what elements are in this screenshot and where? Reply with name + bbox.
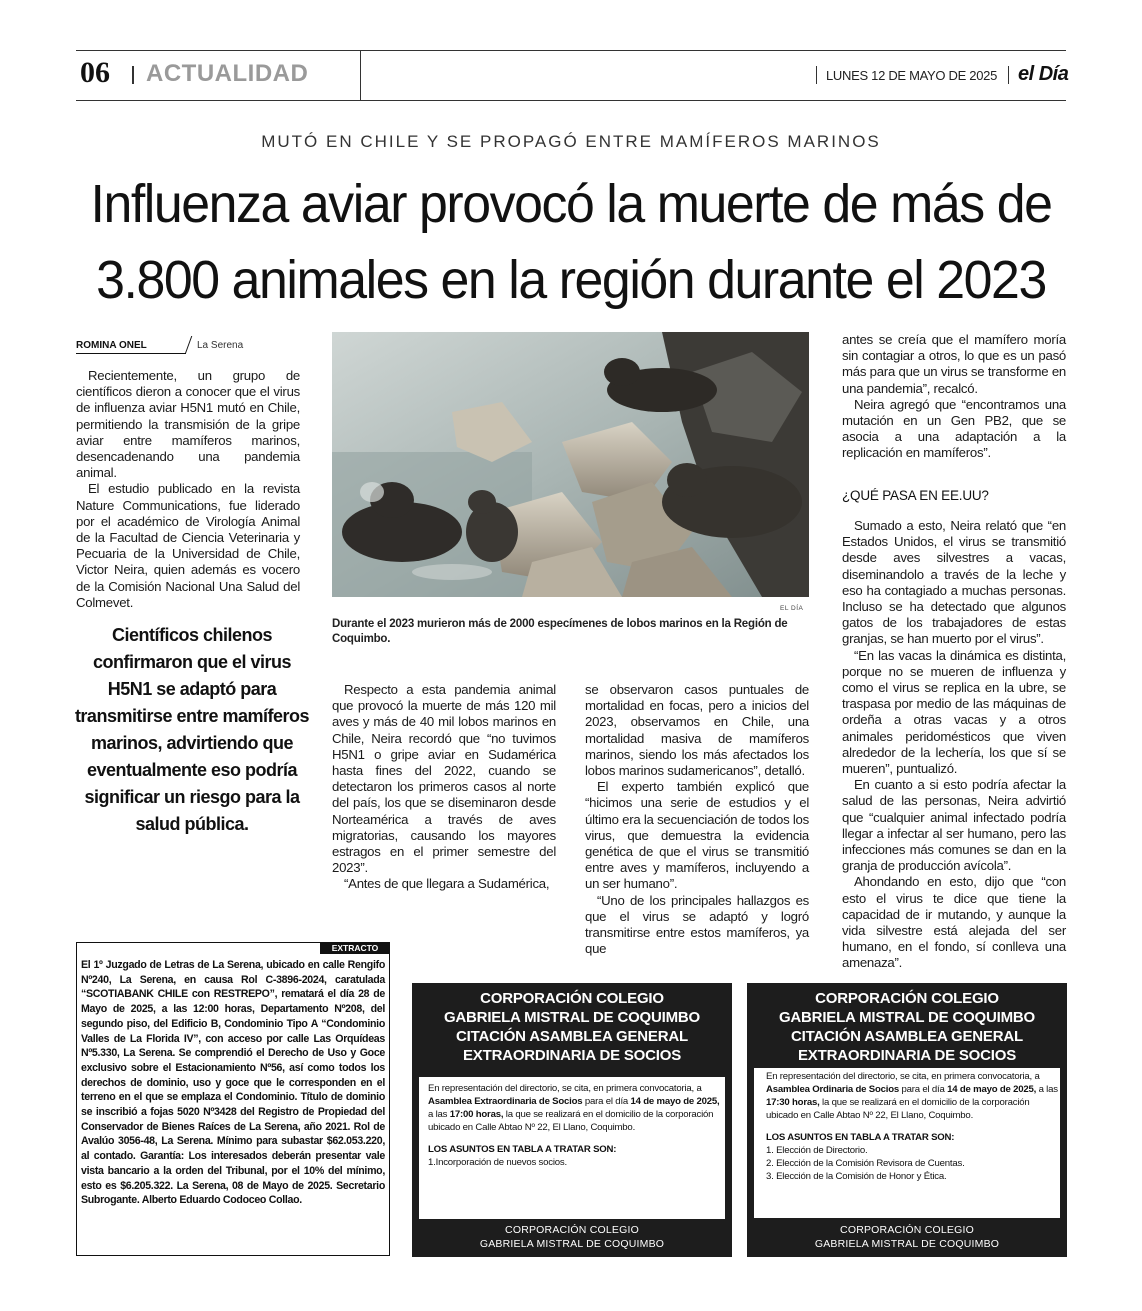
notice-footer-line: GABRIELA MISTRAL DE COQUIMBO — [814, 1238, 1000, 1250]
notice-list-title: LOS ASUNTOS EN TABLA A TRATAR SON: — [428, 1144, 617, 1155]
photo-illustration — [332, 332, 809, 597]
notice-title-line: CITACIÓN ASAMBLEA GENERAL — [791, 1028, 1023, 1045]
author-name: ROMINA ONEL — [76, 340, 147, 351]
paragraph: “Uno de los principales hallazgos es que el virus se adaptó y logró transmitirse entre estos mamíferos, ya que — [585, 892, 809, 957]
page-number: 06 — [80, 56, 110, 89]
article-column-4-bottom — [842, 518, 1066, 972]
notice-footer-line: CORPORACIÓN COLEGIO — [840, 1224, 974, 1236]
headline-line-1: Influenza aviar provocó la muerte de más de — [90, 174, 1052, 234]
byline-rule — [76, 353, 186, 354]
paragraph: El experto también explicó que “hicimos una serie de estudios y el último era la secuenciación de todos los virus, que demuestra la evidencia genética de que el virus se transmitió entre aves y mamíferos, incluyendo a un ser humano”. — [585, 779, 809, 892]
notice-2-footer — [747, 1223, 1067, 1251]
paragraph: “En las vacas la dinámica es distinta, porque no se mueren de influenza y como el virus se replica en la ubre, se traspasa por medio de las máquinas de ordeña a otras vacas y a otros animales peridomésticos que viven alrededor de la lechería, los que sí se mueren”, puntualizó. — [842, 647, 1066, 777]
photo-credit: EL DÍA — [780, 605, 804, 612]
notice-footer-line: CORPORACIÓN COLEGIO — [505, 1224, 639, 1236]
notice-list-item: 1.Incorporación de nuevos socios. — [428, 1157, 567, 1168]
photo-caption: Durante el 2023 murieron más de 2000 especímenes de lobos marinos en la Región de Coquimbo. — [332, 618, 788, 645]
paragraph: Ahondando en esto, dijo que “con esto el virus te dice que tiene la capacidad de ir mutando, y aunque la vida silvestre está alejada del ser humano, en el fondo, sí conlleva una amenaza”. — [842, 874, 1066, 971]
header-divider — [360, 50, 361, 100]
paragraph: El estudio publicado en la revista Nature Communications, fue liderado por el académico de Virología Animal de la Facultad de Ciencia Veterinaria y Pecuaria de la Universidad de Chile, Victor Neira, quien además es vocero de la Comisión Nacional Una Salud del Colmevet. — [76, 481, 300, 610]
notice-footer-line: GABRIELA MISTRAL DE COQUIMBO — [479, 1238, 665, 1250]
paragraph: En cuanto a si esto podría afectar la salud de las personas, Neira advirtió que “cualquier animal infectado podría llegar a infectar al ser humano, pero las infecciones más comunes se dan en la granja de producción avícola”. — [842, 777, 1066, 874]
article-column-1 — [76, 368, 300, 611]
notice-list-item: 1. Elección de Directorio. — [766, 1145, 868, 1156]
newspaper-brand: el Día — [1018, 63, 1069, 85]
paragraph: antes se creía que el mamífero moría sin contagiar a otros, lo que es un pasó más para que un virus se transforme en una pandemia”, recalcó. — [842, 332, 1066, 396]
date-separator — [816, 66, 817, 84]
issue-date: LUNES 12 DE MAYO DE 2025 — [826, 68, 998, 83]
paragraph: Neira agregó que “encontramos una mutación en un Gen PB2, que se asocia a una adaptación a la replicación en mamíferos”. — [842, 396, 1066, 461]
notice-list-item: 3. Elección de la Comisión de Honor y Ética. — [766, 1171, 947, 1182]
sea-lions-photo — [332, 332, 809, 597]
legal-notice-tag: EXTRACTO — [320, 942, 390, 954]
article-column-3 — [585, 682, 809, 957]
paragraph: “Antes de que llegara a Sudamérica, — [344, 876, 550, 892]
article-kicker: MUTÓ EN CHILE Y SE PROPAGÓ ENTRE MAMÍFEROS MARINOS — [261, 132, 881, 151]
paragraph: Recientemente, un grupo de científicos dieron a conocer que el virus de influenza aviar H5N1 mutó en Chile, permitiendo la transmisión de la gripe aviar entre mamíferos marinos, desencadenando una pandemia animal. — [76, 368, 300, 481]
article-headline — [80, 166, 1061, 318]
notice-1-footer — [412, 1223, 732, 1251]
notice-title-line: GABRIELA MISTRAL DE COQUIMBO — [778, 1009, 1036, 1026]
notice-2-title — [747, 989, 1067, 1065]
legal-notice-text: El 1º Juzgado de Letras de La Serena, ubicado en calle Rengifo Nº240, La Serena, en causa Rol C-3896-2024, caratulada “SCOTIABANK CHILE con RESTREPO”, rematará el día 28 de Mayo de 2025, a las 12:00 horas, Departamento Nº208, del segundo piso, del Edificio B, Condominio Tipo A “Condominio Valles de La Florida IV”, con acceso por calle Las Orquídeas Nº5.330, La Serena. Se comprendió el Derecho de Uso y Goce exclusivo sobre el Estacionamiento Nº56, así como todos los derechos de dominio, uso y goce que le corresponden en el terreno en el que se emplaza el Condominio. Título de dominio se inscribió a fojas 5020 Nº3428 del Registro de Propiedad del Conservador de Bienes Raíces de La Serena, año 2021. Rol de Avalúo 3056-48, La Serena. Mínimo para subastar $62.053.220, al contado. Garantía: Los interesados deberán presentar vale vista bancario a la orden del Tribunal, por el 10% del mínimo, esto es $6.205.322. La Serena, 08 de Mayo de 2025. Secretario Subrogante. Alberto Eduardo Codoceo Collao. — [81, 959, 385, 1207]
article-subhead: ¿QUÉ PASA EN EE.UU? — [842, 488, 989, 503]
notice-title-line: CORPORACIÓN COLEGIO — [480, 990, 664, 1007]
paragraph: Respecto a esta pandemia animal que provocó la muerte de más 120 mil aves y más de 40 mil lobos marinos en Chile, Neira recordó que “no tuvimos H5N1 o gripe aviar en Sudamérica hasta fines del 2022, cuando se detectaron los primeros casos al norte del país, los que se diseminaron desde Norteamérica a través de aves migratorias, causando los mayores estragos en el primer semestre del 2023”. — [332, 682, 556, 876]
pull-quote: Científicos chilenos confirmaron que el virus H5N1 se adaptó para transmitirse entre mamíferos marinos, advirtiendo que eventualmente eso podría significar un riesgo para la salud pública. — [74, 625, 310, 834]
header-top-rule — [76, 50, 1066, 51]
notice-list-title: LOS ASUNTOS EN TABLA A TRATAR SON: — [766, 1132, 955, 1143]
notice-title-line: CITACIÓN ASAMBLEA GENERAL — [456, 1028, 688, 1045]
notice-1-title — [412, 989, 732, 1065]
paragraph: Sumado a esto, Neira relató que “en Estados Unidos, el virus se transmitió desde aves silvestres a vacas, diseminandolo a través de la leche y eso ha contagiado a muchas personas. Incluso se ha detectado que algunos gatos de los trabajadores de estas granjas, se han muerto por el virus”. — [842, 518, 1066, 647]
notice-paragraph: En representación del directorio, se cita, en primera convocatoria, a Asamblea Ordinaria de Socios para el día 14 de mayo de 2025, a las 17:30 horas, la que se realizará en el domicilio de la corporación ubicado en Calle Abtao Nº 22, El Llano, Coquimbo. — [766, 1071, 1058, 1121]
header-separator — [132, 66, 134, 84]
notice-list-item: 2. Elección de la Comisión Revisora de Cuentas. — [766, 1158, 965, 1169]
notice-2-body — [766, 1070, 1058, 1183]
article-column-4-top — [842, 332, 1066, 462]
notice-title-line: GABRIELA MISTRAL DE COQUIMBO — [443, 1009, 701, 1026]
notice-1-body — [428, 1082, 720, 1169]
article-column-2 — [332, 682, 556, 893]
byline-slash — [185, 336, 193, 354]
notice-paragraph: En representación del directorio, se cita, en primera convocatoria, a Asamblea Extraordinaria de Socios para el día 14 de mayo de 2025, a las 17:00 horas, la que se realizará en el domicilio de la corporación ubicado en Calle Abtao Nº 22, El Llano, Coquimbo. — [428, 1083, 720, 1133]
header-bottom-rule — [76, 100, 1066, 101]
notice-title-line: CORPORACIÓN COLEGIO — [815, 990, 999, 1007]
brand-separator — [1008, 66, 1009, 84]
notice-title-line: EXTRAORDINARIA DE SOCIOS — [463, 1047, 681, 1064]
section-label: ACTUALIDAD — [146, 60, 309, 87]
byline-location: La Serena — [197, 340, 244, 351]
headline-line-2: 3.800 animales en la región durante el 2023 — [96, 250, 1046, 310]
paragraph: se observaron casos puntuales de mortalidad en focas, pero a inicios del 2023, observamos en Chile, una mortalidad masiva de mamíferos marinos, siendo los más afectados los lobos marinos sudamericanos”, detalló. — [585, 682, 809, 779]
notice-title-line: EXTRAORDINARIA DE SOCIOS — [798, 1047, 1016, 1064]
